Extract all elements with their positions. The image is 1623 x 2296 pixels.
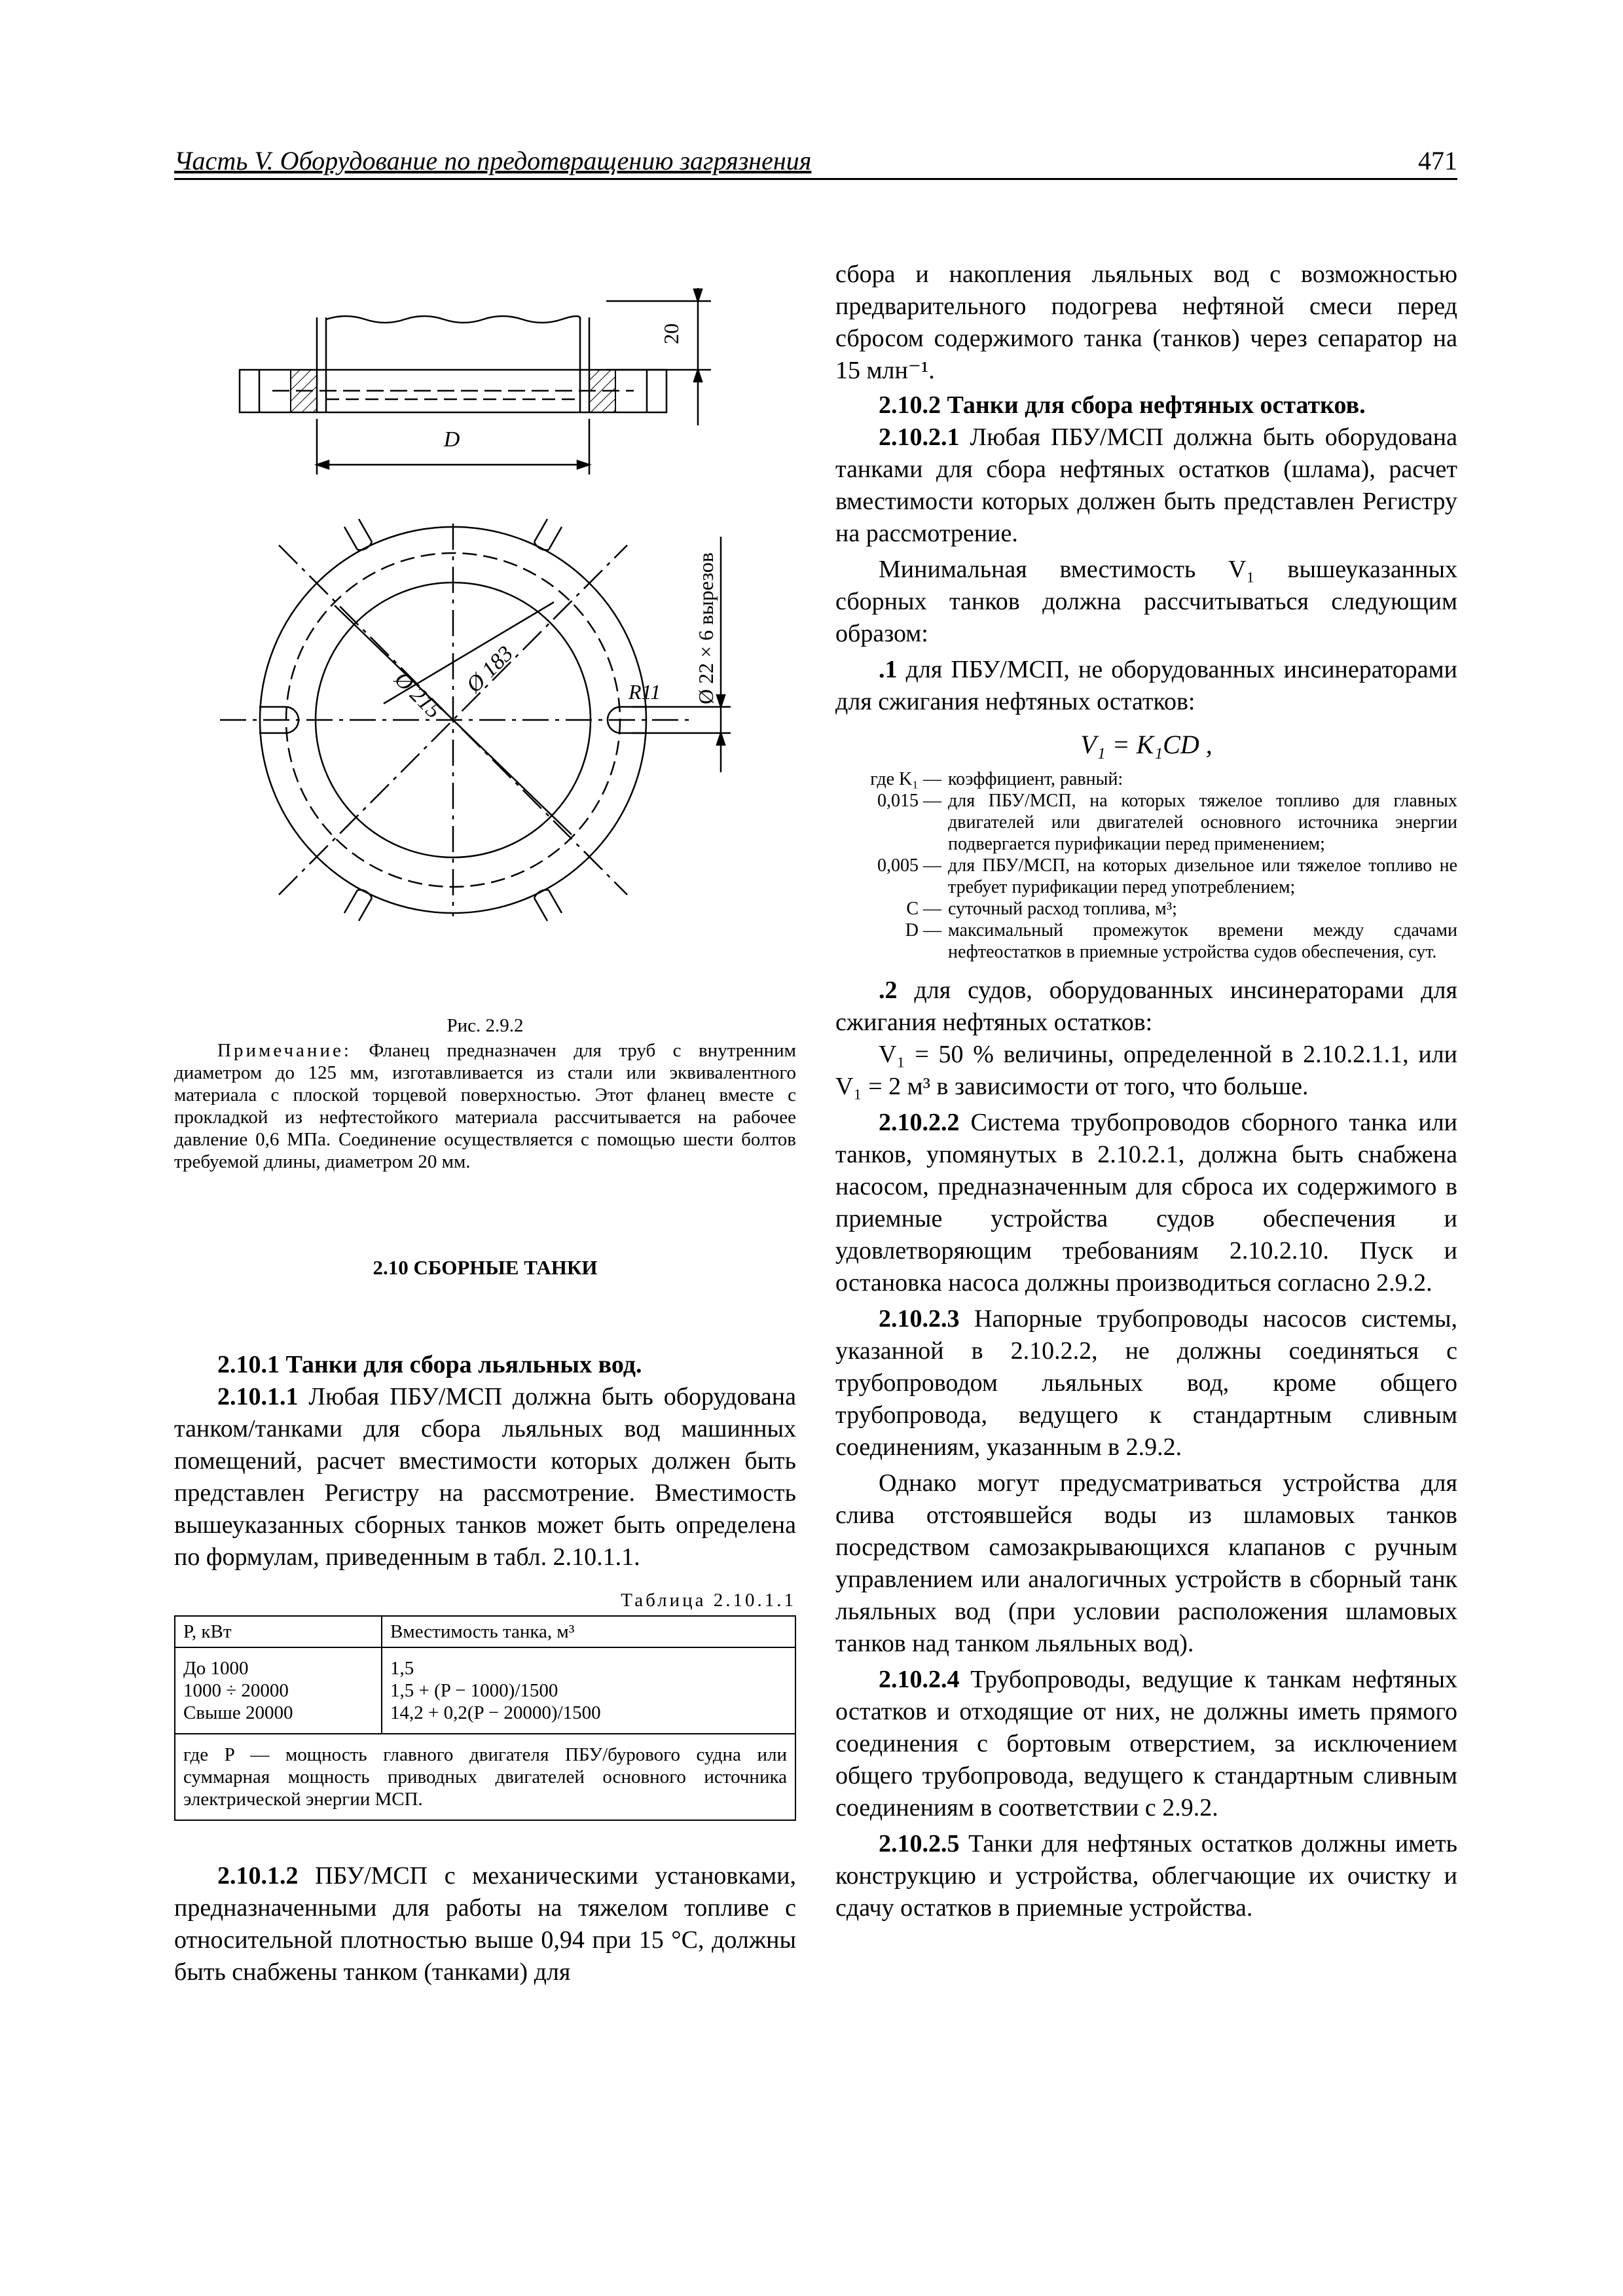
legend-value: для ПБУ/МСП, на которых дизельное или тяжелое топливо не требует пурификации перед употреблением; [948, 855, 1457, 897]
dim-20-label: 20 [659, 323, 683, 344]
item-1 [835, 654, 1457, 718]
legend-key: где K₁ — [870, 769, 941, 789]
para-2-10-1-2 [174, 1860, 796, 1988]
dim-215-label: Ø 215 [390, 667, 446, 724]
legend-key: D — [905, 920, 941, 941]
legend-value: суточный расход топлива, м³; [948, 899, 1177, 919]
para-2-10-2-2 [835, 1107, 1457, 1299]
legend-value: коэффициент, равный: [948, 769, 1123, 789]
para-2-10-2-4 [835, 1664, 1457, 1824]
para-2-10-2-4-num: 2.10.2.4 [879, 1666, 960, 1693]
legend-row [835, 768, 1457, 790]
table-header-capacity: Вместимость танка, м³ [382, 1616, 795, 1647]
dim-r11-label: R11 [629, 680, 661, 704]
legend-key: 0,005 — [877, 855, 941, 876]
table-note: где P — мощность главного двигателя ПБУ/бурового судна или суммарная мощность приводных двигателей основного источника электрической энергии МСП. [175, 1734, 795, 1820]
page-number: 471 [1418, 146, 1457, 175]
item-1-num: .1 [879, 656, 898, 683]
dim-cuts-label: Ø 22 × 6 вырезов [694, 552, 718, 704]
para-2-10-1-1-text: Любая ПБУ/МСП должна быть оборудована танком/танками для сбора льяльных вод машинных помещений, расчет вместимости которых должен быть представлен Регистру на рассмотрение. Вместимость вышеуказанных сборных танков может быть определена по формулам, приведенным в табл. 2.10.1.1. [174, 1383, 796, 1571]
formula: V₁ = K₁CD , [1080, 730, 1213, 759]
para-2-10-2-3-text: Напорные трубопроводы насосов системы, указанной в 2.10.2.2, не должны соединяться с трубопроводом льяльных вод, кроме общего трубопровода, ведущего к стандартным сливным соединениям, указанным в 2.9.2. [835, 1305, 1457, 1461]
header-title: Часть V. Оборудование по предотвращению загрязнения [174, 146, 812, 175]
table-cell: 1000 ÷ 20000 [183, 1680, 289, 1701]
heading-2-10-1: 2.10.1 Танки для сбора льяльных вод. [217, 1351, 642, 1378]
heading-2-10-2: 2.10.2 Танки для сбора нефтяных остатков. [879, 391, 1366, 419]
para-2-10-2-1-text: Любая ПБУ/МСП должна быть оборудована танками для сбора нефтяных остатков (шлама), расчет вместимости которых должен быть представлен Регистру на рассмотрение. [835, 423, 1457, 547]
note-label: Примечание: [217, 1040, 352, 1061]
legend-key: C — [906, 899, 941, 919]
right-column [835, 259, 1457, 1924]
item-2 [835, 975, 1457, 1039]
item-2-text: для судов, оборудованных инсинераторами для сжигания нефтяных остатков: [835, 977, 1457, 1036]
table-cell: 1,5 [390, 1658, 414, 1679]
legend-row [835, 855, 1457, 898]
table-body-row [175, 1647, 795, 1734]
para-2-10-2-3-num: 2.10.2.3 [879, 1305, 960, 1333]
dim-d-label: D [443, 427, 460, 452]
item-2-num: .2 [879, 977, 898, 1004]
table-header-power: P, кВт [175, 1616, 382, 1647]
table-cell: Свыше 20000 [183, 1702, 293, 1723]
table-note-row [175, 1734, 795, 1820]
legend-key: 0,015 — [877, 791, 941, 811]
para-2-10-2-5-num: 2.10.2.5 [879, 1830, 960, 1857]
legend-value: для ПБУ/МСП, на которых тяжелое топливо для главных двигателей или двигателей основного источника энергии подвергается пурификации перед применением; [948, 791, 1457, 854]
dim-183-label: Ø 183 [462, 641, 519, 698]
para-2-10-2-1-num: 2.10.2.1 [879, 423, 960, 451]
para-2-10-2-5-text: Танки для нефтяных остатков должны иметь конструкцию и устройства, облегчающие их очистку и сдачу остатков в приемные устройства. [835, 1830, 1458, 1922]
legend-row [835, 920, 1457, 963]
para-2-10-2-2-num: 2.10.2.2 [879, 1109, 960, 1136]
note-text: Фланец предназначен для труб с внутренним диаметром до 125 мм, изготавливается из стали или эквивалентного материала с плоской торцевой поверхностью. Этот фланец вместе с прокладкой из нефтестойкого материала рассчитывается на рабочее давление 0,6 МПа. Соединение осуществляется с помощью шести болтов требуемой длины, диаметром 20 мм. [174, 1040, 797, 1172]
section-title: 2.10 СБОРНЫЕ ТАНКИ [373, 1256, 598, 1279]
table-cell: 1,5 + (P − 1000)/1500 [390, 1680, 558, 1701]
table-col-power [175, 1647, 382, 1734]
capacity-table [174, 1615, 796, 1821]
table-col-capacity [382, 1647, 795, 1734]
table-header-row [175, 1616, 795, 1647]
para-2-10-2-5 [835, 1828, 1457, 1924]
item-2-value: V₁ = 50 % величины, определенной в 2.10.2.1.1, или V₁ = 2 м³ в зависимости от того, что больше. [835, 1041, 1457, 1100]
para-2-10-2-1 [835, 422, 1457, 550]
para-2-10-2-4-text: Трубопроводы, ведущие к танкам нефтяных остатков и отходящие от них, не должны иметь прямого соединения с бортовым отверстием, за исключением общего трубопровода, ведущего к стандартным сливным соединениям в соответствии с 2.9.2. [835, 1666, 1458, 1821]
para-2-10-1-2-text: ПБУ/МСП с механическими установками, предназначенными для работы на тяжелом топливе с относительной плотностью выше 0,94 при 15 °С, должны быть снабжены танком (танками) для [174, 1862, 797, 1986]
para-2-10-1-1 [174, 1381, 796, 1573]
formula-legend [835, 768, 1457, 963]
para-however: Однако могут предусматриваться устройства для слива отстоявшейся воды из шламовых танков посредством самозакрывающихся клапанов с ручным управлением или аналогичных устройств в сборный танк льяльных вод (при условии расположения шламовых танков над танком льяльных вод). [835, 1469, 1457, 1657]
left-column [174, 1014, 796, 1988]
header-rule [174, 178, 1457, 180]
legend-row [835, 790, 1457, 855]
flange-drawing [174, 262, 803, 1014]
para-2-10-1-2-num: 2.10.1.2 [217, 1862, 299, 1890]
para-2-10-1-1-num: 2.10.1.1 [217, 1383, 299, 1410]
running-header [174, 145, 1457, 178]
para-2-10-2-3 [835, 1303, 1457, 1463]
table-cell: 14,2 + 0,2(P − 20000)/1500 [390, 1702, 601, 1723]
table-cell: До 1000 [183, 1658, 249, 1679]
figure-note [174, 1039, 796, 1173]
para-min-capacity: Минимальная вместимость V₁ вышеуказанных сборных танков должна рассчитываться следующим образом: [835, 556, 1457, 647]
para-2-10-2-2-text: Система трубопроводов сборного танка или танков, упомянутых в 2.10.2.1, должна быть снабжена насосом, предназначенным для сброса их содержимого в приемные устройства судов обеспечения и удовлетворяющим требованиям 2.10.2.10. Пуск и остановка насоса должны производиться согласно 2.9.2. [835, 1109, 1457, 1297]
legend-row [835, 898, 1457, 920]
figure-caption: Рис. 2.9.2 [447, 1015, 524, 1036]
para-continued: сбора и накопления льяльных вод с возможностью предварительного подогрева нефтяной смеси перед сбросом содержимого танка (танков) через сепаратор на 15 млн⁻¹. [835, 260, 1457, 384]
legend-value: максимальный промежуток времени между сдачами нефтеостатков в приемные устройства судов обеспечения, сут. [948, 920, 1457, 962]
item-1-text: для ПБУ/МСП, не оборудованных инсинераторами для сжигания нефтяных остатков: [835, 656, 1457, 715]
table-label: Таблица 2.10.1.1 [621, 1590, 796, 1611]
